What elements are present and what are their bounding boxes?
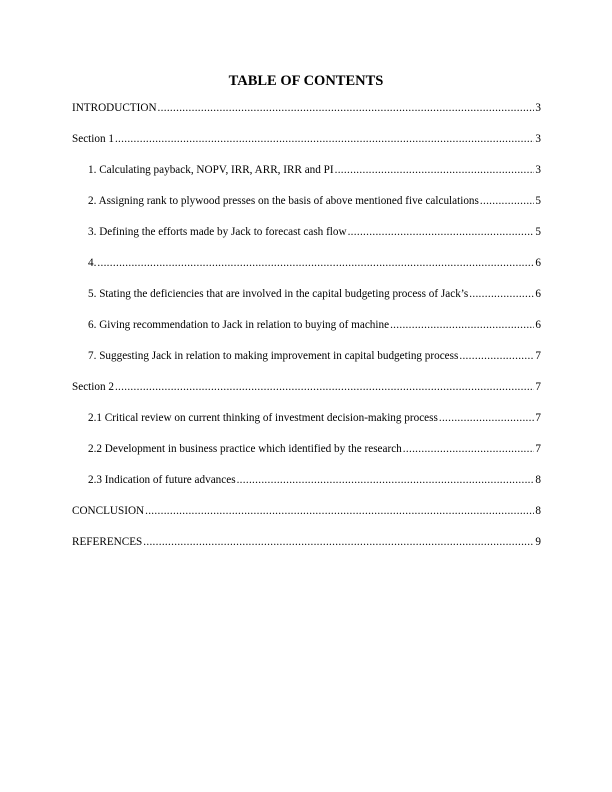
toc-page-number: 3	[535, 102, 541, 114]
toc-entry-introduction[interactable]	[72, 101, 541, 132]
toc-entry-label: 2. Assigning rank to plywood presses on the basis of above mentioned five calculations	[88, 195, 479, 207]
toc-entry-label: INTRODUCTION	[72, 102, 157, 114]
toc-page-number: 9	[535, 536, 541, 548]
toc-entry-label: 7. Suggesting Jack in relation to making improvement in capital budgeting process	[88, 350, 459, 362]
toc-entry-label: 3. Defining the efforts made by Jack to forecast cash flow	[88, 226, 347, 238]
toc-page-number: 6	[535, 257, 541, 269]
toc-entry-1-3[interactable]	[72, 225, 541, 256]
toc-entry-label: Section 1	[72, 133, 114, 145]
table-of-contents	[72, 101, 541, 566]
dot-leader	[390, 318, 534, 332]
dot-leader	[348, 225, 535, 239]
dot-leader	[145, 504, 534, 518]
toc-page-number: 3	[535, 164, 541, 176]
dot-leader	[459, 349, 534, 363]
dot-leader	[158, 101, 535, 115]
toc-page-number: 7	[535, 412, 541, 424]
toc-entry-label: 5. Stating the deficiencies that are involved in the capital budgeting process of Jack’s	[88, 288, 469, 300]
toc-entry-section-2[interactable]	[72, 380, 541, 411]
toc-entry-2-3[interactable]	[72, 473, 541, 504]
toc-entry-label: 1. Calculating payback, NOPV, IRR, ARR, IRR and PI	[88, 164, 334, 176]
toc-entry-1-1[interactable]	[72, 163, 541, 194]
toc-entry-1-7[interactable]	[72, 349, 541, 380]
dot-leader	[403, 442, 535, 456]
toc-entry-2-1[interactable]	[72, 411, 541, 442]
dot-leader	[469, 287, 534, 301]
toc-entry-conclusion[interactable]	[72, 504, 541, 535]
toc-entry-1-5[interactable]	[72, 287, 541, 318]
dot-leader	[97, 256, 534, 270]
toc-entry-label: CONCLUSION	[72, 505, 145, 517]
dot-leader	[480, 194, 535, 208]
dot-leader	[335, 163, 535, 177]
dot-leader	[115, 132, 534, 146]
toc-page-number: 7	[535, 443, 541, 455]
toc-entry-1-2[interactable]	[72, 194, 541, 225]
toc-entry-label: 6. Giving recommendation to Jack in relation to buying of machine	[88, 319, 390, 331]
dot-leader	[143, 535, 534, 549]
dot-leader	[439, 411, 535, 425]
dot-leader	[115, 380, 534, 394]
dot-leader	[237, 473, 535, 487]
toc-page-number: 6	[535, 288, 541, 300]
toc-entry-2-2[interactable]	[72, 442, 541, 473]
toc-entry-label: 4.	[88, 257, 97, 269]
toc-page-number: 8	[535, 474, 541, 486]
toc-page-number: 6	[535, 319, 541, 331]
toc-title: TABLE OF CONTENTS	[228, 73, 384, 89]
toc-entry-1-4[interactable]	[72, 256, 541, 287]
toc-entry-section-1[interactable]	[72, 132, 541, 163]
toc-entry-label: 2.1 Critical review on current thinking of investment decision-making process	[88, 412, 438, 424]
toc-page-number: 5	[535, 195, 541, 207]
toc-entry-references[interactable]	[72, 535, 541, 566]
toc-page-number: 7	[535, 381, 541, 393]
toc-page-number: 5	[535, 226, 541, 238]
toc-page-number: 3	[535, 133, 541, 145]
toc-entry-label: 2.3 Indication of future advances	[88, 474, 236, 486]
toc-page-number: 8	[535, 505, 541, 517]
toc-entry-label: REFERENCES	[72, 536, 143, 548]
toc-entry-1-6[interactable]	[72, 318, 541, 349]
toc-page-number: 7	[535, 350, 541, 362]
toc-entry-label: 2.2 Development in business practice which identified by the research	[88, 443, 402, 455]
toc-entry-label: Section 2	[72, 381, 114, 393]
